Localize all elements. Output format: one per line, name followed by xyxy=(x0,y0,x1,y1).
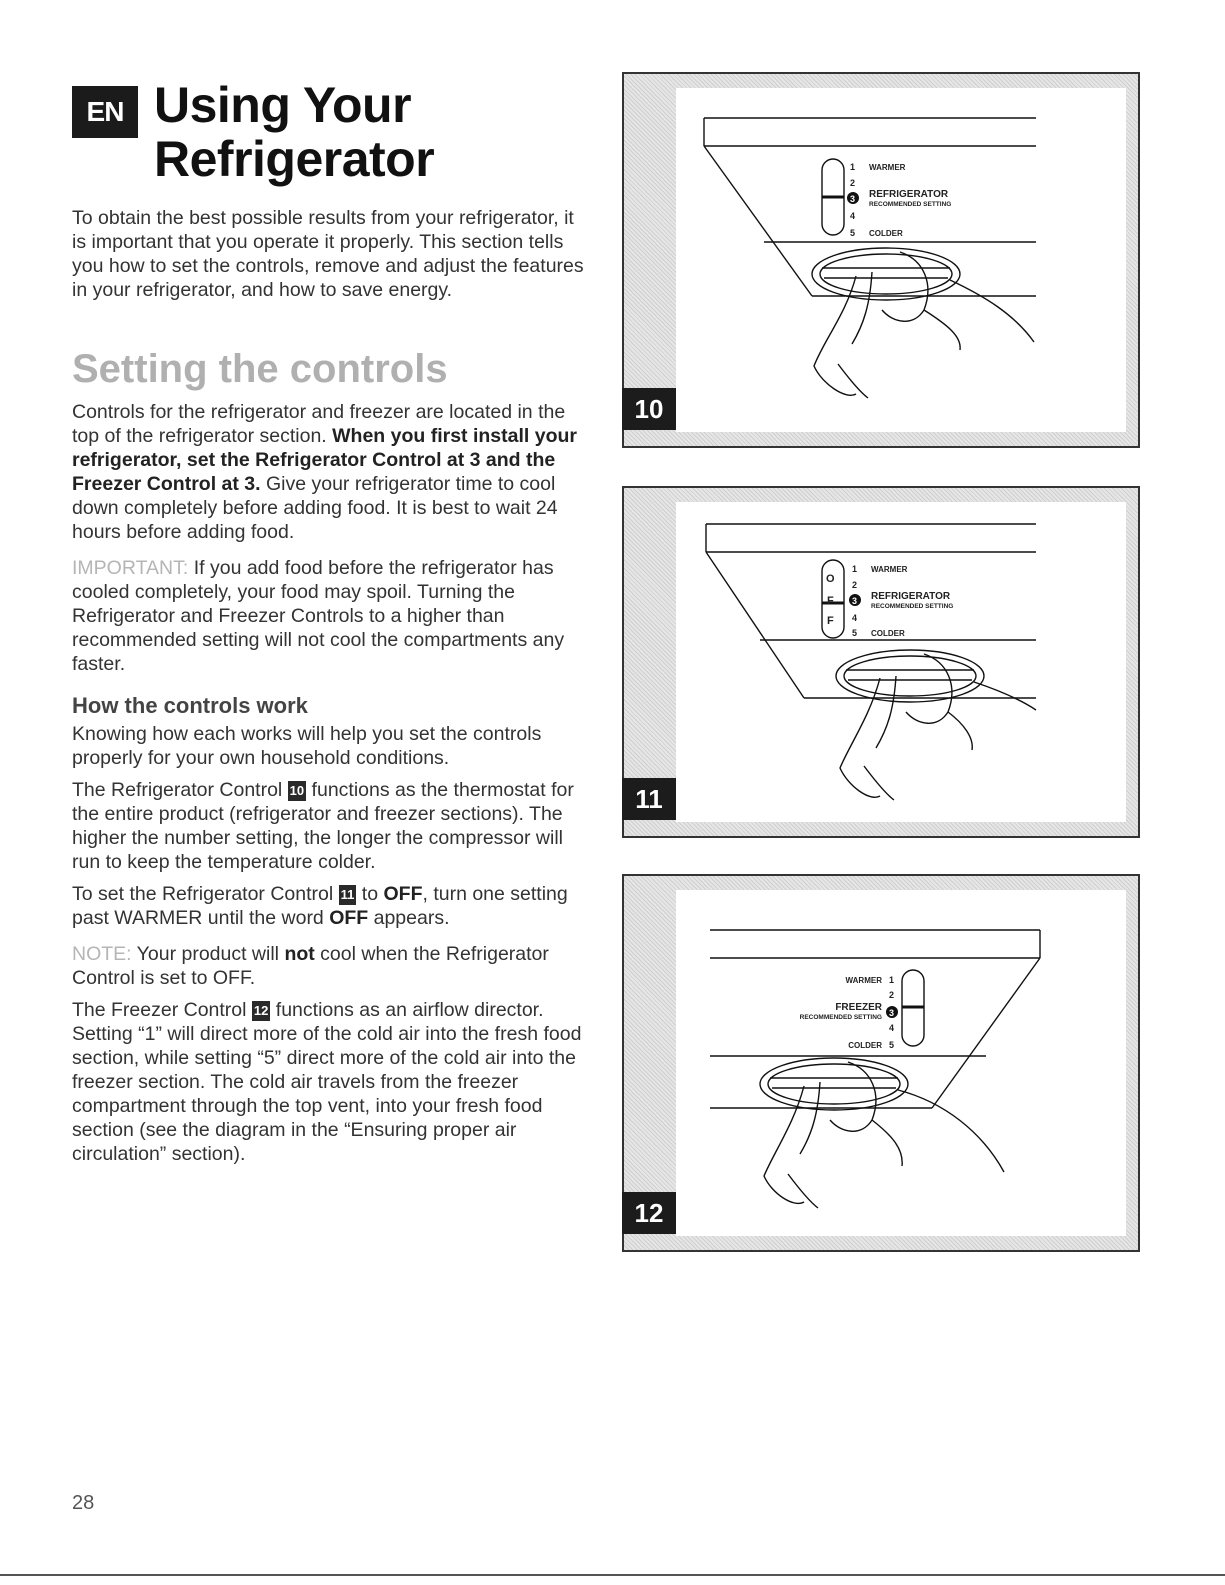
para5-text-end: functions as an airflow director. Setting “1” will direct more of the cold air into the fresh food section, while setting “5” direct more of the cold air into the freezer section. The cold air travels from the freezer compartment through the top vent, into your fresh food section (see the diagram in the “Ensuring proper air circulation” section). xyxy=(72,999,582,1165)
fig11-num-4: 4 xyxy=(852,613,858,623)
note-text-end: cool when the Refrigerator Control is set to OFF. xyxy=(72,943,549,989)
figure-12 xyxy=(622,874,1140,1252)
fig10-num-4: 4 xyxy=(850,211,856,221)
fig12-num-4: 4 xyxy=(889,1023,895,1033)
important-label: IMPORTANT: xyxy=(72,557,189,579)
fig10-num-2: 2 xyxy=(850,178,856,188)
fig12-num-2: 2 xyxy=(889,990,895,1000)
refrigerator-control-paragraph xyxy=(72,778,592,874)
fig10-colder-label: COLDER xyxy=(869,229,903,238)
fig11-colder-label: COLDER xyxy=(871,629,905,638)
fig11-off-f2: F xyxy=(827,615,834,627)
fig10-num-5: 5 xyxy=(850,228,856,238)
page-title xyxy=(154,78,434,186)
figure-10-illustration xyxy=(624,74,1142,450)
para4-text-end: appears. xyxy=(368,907,450,929)
figure-12-tag: 12 xyxy=(622,1192,676,1234)
fig11-off-f1: F xyxy=(827,595,834,607)
fig12-num-1: 1 xyxy=(889,975,895,985)
para5-text: The Freezer Control xyxy=(72,999,252,1021)
para4-text: To set the Refrigerator Control xyxy=(72,883,339,905)
subheading: How the controls work xyxy=(72,693,308,718)
freezer-control-paragraph xyxy=(72,998,592,1166)
figure-11-tag: 11 xyxy=(622,778,676,820)
set-off-paragraph xyxy=(72,882,592,930)
figure-ref-12: 12 xyxy=(252,1001,270,1021)
para3-text-end: functions as the thermostat for the entire product (refrigerator and freezer sections). The higher the number setting, the longer the compressor will run to keep the temperature colder. xyxy=(72,779,574,873)
text-column xyxy=(72,78,592,1166)
bottom-rule xyxy=(0,1574,1225,1576)
fig11-warmer-label: WARMER xyxy=(871,565,908,574)
fig11-num-5: 5 xyxy=(852,628,858,638)
fig12-warmer-label: WARMER xyxy=(845,976,882,985)
figure-ref-10: 10 xyxy=(288,781,306,801)
figure-10 xyxy=(622,72,1140,448)
fig10-refrigerator-label: REFRIGERATOR xyxy=(869,189,949,200)
para3-text: The Refrigerator Control xyxy=(72,779,288,801)
note-text: Your product will xyxy=(131,943,285,965)
fig11-recommended-label: RECOMMENDED SETTING xyxy=(871,603,954,610)
title-block xyxy=(72,78,592,186)
fig10-num-1: 1 xyxy=(850,162,856,172)
page-number: 28 xyxy=(72,1492,95,1514)
language-badge: EN xyxy=(72,86,138,138)
note-bold-not: not xyxy=(284,943,315,965)
fig12-num-5: 5 xyxy=(889,1040,895,1050)
off-word-2: OFF xyxy=(329,907,369,929)
note-label: NOTE: xyxy=(72,943,132,965)
fig12-freezer-label: FREEZER xyxy=(835,1002,882,1013)
figure-10-tag: 10 xyxy=(622,388,676,430)
important-paragraph xyxy=(72,556,592,676)
fig12-colder-label: COLDER xyxy=(848,1041,882,1050)
fig10-recommended-label: RECOMMENDED SETTING xyxy=(869,201,952,208)
knowing-paragraph: Knowing how each works will help you set the controls properly for your own household conditions. xyxy=(72,723,542,769)
para1-text-end: Give your refrigerator time to cool down completely before adding food. It is best to wait 24 hours before adding food. xyxy=(72,473,558,543)
para4-text-mid: , turn one setting past WARMER until the word xyxy=(72,883,568,929)
figure-ref-11: 11 xyxy=(339,885,357,905)
para1-bold-text: When you first install your refrigerator, set the Refrigerator Control at 3 and the Freezer Control at 3. xyxy=(72,425,577,495)
fig10-num-3: 3 xyxy=(850,194,856,204)
figure-12-illustration xyxy=(624,876,1142,1254)
fig11-refrigerator-label: REFRIGERATOR xyxy=(871,591,951,602)
fig11-num-1: 1 xyxy=(852,564,858,574)
fig11-num-3: 3 xyxy=(852,596,858,606)
figure-11 xyxy=(622,486,1140,838)
para4-to: to xyxy=(356,883,384,905)
page-title-line-1: Using Your xyxy=(154,77,412,133)
section-heading: Setting the controls xyxy=(72,347,448,391)
controls-location-paragraph xyxy=(72,400,592,544)
important-text: If you add food before the refrigerator has cooled completely, your food may spoil. Turning the Refrigerator and Freezer Controls to a higher than recommended setting will not cool the compartments any faster. xyxy=(72,557,565,675)
fig12-num-3: 3 xyxy=(889,1008,895,1018)
fig12-recommended-label: RECOMMENDED SETTING xyxy=(799,1014,882,1021)
off-word-1: OFF xyxy=(383,883,423,905)
page-title-line-2: Refrigerator xyxy=(154,131,435,187)
fig11-off-o: O xyxy=(826,573,835,585)
intro-paragraph: To obtain the best possible results from your refrigerator, it is important that you operate it properly. This section tells you how to set the controls, remove and adjust the features in your refrigerator, and how to save energy. xyxy=(72,207,584,301)
figure-11-illustration xyxy=(624,488,1142,840)
note-paragraph xyxy=(72,942,592,990)
fig10-warmer-label: WARMER xyxy=(869,163,906,172)
fig11-num-2: 2 xyxy=(852,580,858,590)
para1-text: Controls for the refrigerator and freezer are located in the top of the refrigerator section. xyxy=(72,401,566,447)
